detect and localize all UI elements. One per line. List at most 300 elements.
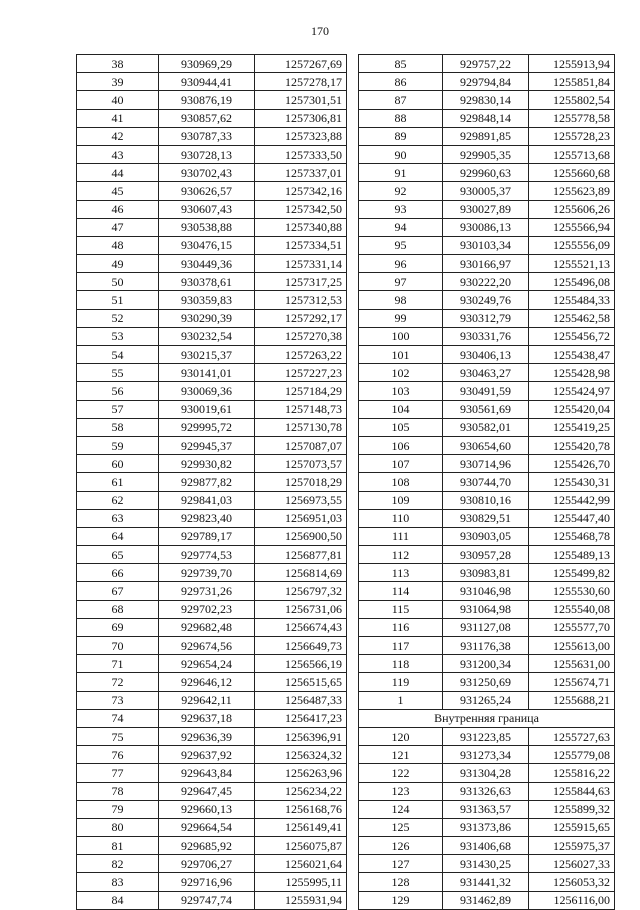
table-row xyxy=(359,145,615,163)
y-coordinate-cell: 1255468,78 xyxy=(529,527,615,545)
x-coordinate-cell: 930249,76 xyxy=(443,291,529,309)
table-row xyxy=(77,182,347,200)
point-number-cell: 65 xyxy=(77,546,159,564)
point-number-cell: 126 xyxy=(359,837,443,855)
point-number-cell: 76 xyxy=(77,746,159,764)
x-coordinate-cell: 931176,38 xyxy=(443,637,529,655)
point-number-cell: 127 xyxy=(359,855,443,873)
y-coordinate-cell: 1257306,81 xyxy=(255,109,347,127)
x-coordinate-cell: 930463,27 xyxy=(443,364,529,382)
table-row xyxy=(77,91,347,109)
x-coordinate-cell: 929643,84 xyxy=(159,764,255,782)
y-coordinate-cell: 1257312,53 xyxy=(255,291,347,309)
point-number-cell: 113 xyxy=(359,564,443,582)
point-number-cell: 128 xyxy=(359,873,443,891)
y-coordinate-cell: 1255540,08 xyxy=(529,600,615,618)
point-number-cell: 42 xyxy=(77,127,159,145)
y-coordinate-cell: 1255521,13 xyxy=(529,255,615,273)
y-coordinate-cell: 1255420,78 xyxy=(529,436,615,454)
table-row xyxy=(77,691,347,709)
point-number-cell: 74 xyxy=(77,709,159,727)
point-number-cell: 83 xyxy=(77,873,159,891)
table-row xyxy=(359,873,615,891)
table-row xyxy=(77,746,347,764)
x-coordinate-cell: 929960,63 xyxy=(443,164,529,182)
point-number-cell: 102 xyxy=(359,364,443,382)
x-coordinate-cell: 930215,37 xyxy=(159,346,255,364)
y-coordinate-cell: 1257333,50 xyxy=(255,145,347,163)
point-number-cell: 82 xyxy=(77,855,159,873)
y-coordinate-cell: 1256053,32 xyxy=(529,873,615,891)
y-coordinate-cell: 1255428,98 xyxy=(529,364,615,382)
table-row xyxy=(77,546,347,564)
point-number-cell: 46 xyxy=(77,200,159,218)
table-row xyxy=(77,891,347,909)
coordinates-table-left xyxy=(76,54,347,910)
point-number-cell: 60 xyxy=(77,455,159,473)
table-row xyxy=(77,673,347,691)
x-coordinate-cell: 929794,84 xyxy=(443,73,529,91)
x-coordinate-cell: 930290,39 xyxy=(159,309,255,327)
table-row xyxy=(359,346,615,364)
point-number-cell: 93 xyxy=(359,200,443,218)
x-coordinate-cell: 930787,33 xyxy=(159,127,255,145)
x-coordinate-cell: 929706,27 xyxy=(159,855,255,873)
point-number-cell: 56 xyxy=(77,382,159,400)
point-number-cell: 119 xyxy=(359,673,443,691)
point-number-cell: 66 xyxy=(77,564,159,582)
point-number-cell: 96 xyxy=(359,255,443,273)
table-row xyxy=(359,818,615,836)
y-coordinate-cell: 1255674,71 xyxy=(529,673,615,691)
table-row xyxy=(359,73,615,91)
table-row xyxy=(77,491,347,509)
y-coordinate-cell: 1256814,69 xyxy=(255,564,347,582)
point-number-cell: 53 xyxy=(77,327,159,345)
y-coordinate-cell: 1255660,68 xyxy=(529,164,615,182)
x-coordinate-cell: 930903,05 xyxy=(443,527,529,545)
point-number-cell: 117 xyxy=(359,637,443,655)
y-coordinate-cell: 1255484,33 xyxy=(529,291,615,309)
table-row xyxy=(359,473,615,491)
x-coordinate-cell: 929841,03 xyxy=(159,491,255,509)
point-number-cell: 129 xyxy=(359,891,443,909)
table-row xyxy=(359,218,615,236)
x-coordinate-cell: 931273,34 xyxy=(443,746,529,764)
y-coordinate-cell: 1256396,91 xyxy=(255,727,347,745)
y-coordinate-cell: 1257184,29 xyxy=(255,382,347,400)
x-coordinate-cell: 930810,16 xyxy=(443,491,529,509)
y-coordinate-cell: 1256515,65 xyxy=(255,673,347,691)
y-coordinate-cell: 1255447,40 xyxy=(529,509,615,527)
x-coordinate-cell: 931223,85 xyxy=(443,727,529,745)
table-row xyxy=(77,764,347,782)
point-number-cell: 106 xyxy=(359,436,443,454)
point-number-cell: 78 xyxy=(77,782,159,800)
y-coordinate-cell: 1256234,22 xyxy=(255,782,347,800)
point-number-cell: 112 xyxy=(359,546,443,564)
x-coordinate-cell: 930027,89 xyxy=(443,200,529,218)
table-row xyxy=(359,746,615,764)
x-coordinate-cell: 930378,61 xyxy=(159,273,255,291)
table-row xyxy=(359,109,615,127)
x-coordinate-cell: 929848,14 xyxy=(443,109,529,127)
table-row xyxy=(77,73,347,91)
point-number-cell: 50 xyxy=(77,273,159,291)
x-coordinate-cell: 930166,97 xyxy=(443,255,529,273)
x-coordinate-cell: 930702,43 xyxy=(159,164,255,182)
y-coordinate-cell: 1255496,08 xyxy=(529,273,615,291)
point-number-cell: 45 xyxy=(77,182,159,200)
x-coordinate-cell: 930449,36 xyxy=(159,255,255,273)
point-number-cell: 98 xyxy=(359,291,443,309)
point-number-cell: 69 xyxy=(77,618,159,636)
y-coordinate-cell: 1255438,47 xyxy=(529,346,615,364)
table-row xyxy=(77,800,347,818)
point-number-cell: 89 xyxy=(359,127,443,145)
point-number-cell: 59 xyxy=(77,436,159,454)
point-number-cell: 123 xyxy=(359,782,443,800)
x-coordinate-cell: 929685,92 xyxy=(159,837,255,855)
x-coordinate-cell: 931265,24 xyxy=(443,691,529,709)
point-number-cell: 115 xyxy=(359,600,443,618)
x-coordinate-cell: 931326,63 xyxy=(443,782,529,800)
x-coordinate-cell: 931441,32 xyxy=(443,873,529,891)
point-number-cell: 116 xyxy=(359,618,443,636)
table-row xyxy=(77,200,347,218)
y-coordinate-cell: 1255456,72 xyxy=(529,327,615,345)
y-coordinate-cell: 1255623,89 xyxy=(529,182,615,200)
y-coordinate-cell: 1255779,08 xyxy=(529,746,615,764)
y-coordinate-cell: 1257087,07 xyxy=(255,436,347,454)
y-coordinate-cell: 1256417,23 xyxy=(255,709,347,727)
y-coordinate-cell: 1257130,78 xyxy=(255,418,347,436)
table-row xyxy=(359,855,615,873)
point-number-cell: 105 xyxy=(359,418,443,436)
table-row xyxy=(77,618,347,636)
y-coordinate-cell: 1256674,43 xyxy=(255,618,347,636)
table-row xyxy=(77,418,347,436)
table-row xyxy=(77,127,347,145)
y-coordinate-cell: 1257331,14 xyxy=(255,255,347,273)
y-coordinate-cell: 1255816,22 xyxy=(529,764,615,782)
table-row xyxy=(77,727,347,745)
point-number-cell: 63 xyxy=(77,509,159,527)
table-row xyxy=(77,327,347,345)
point-number-cell: 87 xyxy=(359,91,443,109)
x-coordinate-cell: 931430,25 xyxy=(443,855,529,873)
x-coordinate-cell: 930876,19 xyxy=(159,91,255,109)
x-coordinate-cell: 930857,62 xyxy=(159,109,255,127)
table-row xyxy=(77,309,347,327)
y-coordinate-cell: 1257342,50 xyxy=(255,200,347,218)
y-coordinate-cell: 1257278,17 xyxy=(255,73,347,91)
point-number-cell: 99 xyxy=(359,309,443,327)
x-coordinate-cell: 929891,85 xyxy=(443,127,529,145)
point-number-cell: 108 xyxy=(359,473,443,491)
x-coordinate-cell: 929637,18 xyxy=(159,709,255,727)
table-row xyxy=(77,145,347,163)
x-coordinate-cell: 931363,57 xyxy=(443,800,529,818)
y-coordinate-cell: 1256973,55 xyxy=(255,491,347,509)
y-coordinate-cell: 1256951,03 xyxy=(255,509,347,527)
y-coordinate-cell: 1257337,01 xyxy=(255,164,347,182)
x-coordinate-cell: 931250,69 xyxy=(443,673,529,691)
x-coordinate-cell: 929739,70 xyxy=(159,564,255,582)
point-number-cell: 118 xyxy=(359,655,443,673)
table-row xyxy=(359,255,615,273)
point-number-cell: 92 xyxy=(359,182,443,200)
y-coordinate-cell: 1256263,96 xyxy=(255,764,347,782)
point-number-cell: 58 xyxy=(77,418,159,436)
x-coordinate-cell: 930983,81 xyxy=(443,564,529,582)
y-coordinate-cell: 1256649,73 xyxy=(255,637,347,655)
y-coordinate-cell: 1255419,25 xyxy=(529,418,615,436)
table-row xyxy=(359,327,615,345)
table-row xyxy=(359,782,615,800)
x-coordinate-cell: 930359,83 xyxy=(159,291,255,309)
x-coordinate-cell: 930406,13 xyxy=(443,346,529,364)
x-coordinate-cell: 930141,01 xyxy=(159,364,255,382)
x-coordinate-cell: 929682,48 xyxy=(159,618,255,636)
table-row xyxy=(359,891,615,909)
table-row xyxy=(77,164,347,182)
point-number-cell: 104 xyxy=(359,400,443,418)
table-row xyxy=(77,637,347,655)
y-coordinate-cell: 1255844,63 xyxy=(529,782,615,800)
point-number-cell: 124 xyxy=(359,800,443,818)
table-row xyxy=(359,91,615,109)
table-row xyxy=(359,455,615,473)
x-coordinate-cell: 929636,39 xyxy=(159,727,255,745)
y-coordinate-cell: 1256324,32 xyxy=(255,746,347,764)
table-row xyxy=(77,291,347,309)
y-coordinate-cell: 1257227,23 xyxy=(255,364,347,382)
point-number-cell: 41 xyxy=(77,109,159,127)
table-row xyxy=(77,218,347,236)
point-number-cell: 125 xyxy=(359,818,443,836)
point-number-cell: 39 xyxy=(77,73,159,91)
y-coordinate-cell: 1255975,37 xyxy=(529,837,615,855)
table-row xyxy=(77,400,347,418)
point-number-cell: 111 xyxy=(359,527,443,545)
table-row xyxy=(359,655,615,673)
y-coordinate-cell: 1256021,64 xyxy=(255,855,347,873)
y-coordinate-cell: 1256075,87 xyxy=(255,837,347,855)
table-row xyxy=(359,200,615,218)
point-number-cell: 97 xyxy=(359,273,443,291)
x-coordinate-cell: 930626,57 xyxy=(159,182,255,200)
point-number-cell: 70 xyxy=(77,637,159,655)
table-row xyxy=(77,782,347,800)
table-row xyxy=(359,291,615,309)
y-coordinate-cell: 1256566,19 xyxy=(255,655,347,673)
y-coordinate-cell: 1256168,76 xyxy=(255,800,347,818)
point-number-cell: 81 xyxy=(77,837,159,855)
point-number-cell: 52 xyxy=(77,309,159,327)
table-row xyxy=(359,364,615,382)
y-coordinate-cell: 1255489,13 xyxy=(529,546,615,564)
point-number-cell: 61 xyxy=(77,473,159,491)
x-coordinate-cell: 929642,11 xyxy=(159,691,255,709)
table-row xyxy=(359,546,615,564)
x-coordinate-cell: 931373,86 xyxy=(443,818,529,836)
y-coordinate-cell: 1257073,57 xyxy=(255,455,347,473)
table-row xyxy=(77,455,347,473)
x-coordinate-cell: 929731,26 xyxy=(159,582,255,600)
y-coordinate-cell: 1255530,60 xyxy=(529,582,615,600)
x-coordinate-cell: 930829,51 xyxy=(443,509,529,527)
x-coordinate-cell: 929830,14 xyxy=(443,91,529,109)
y-coordinate-cell: 1255713,68 xyxy=(529,145,615,163)
y-coordinate-cell: 1255631,00 xyxy=(529,655,615,673)
table-row xyxy=(359,527,615,545)
table-row xyxy=(77,582,347,600)
table-row xyxy=(77,527,347,545)
coordinates-table-right xyxy=(358,54,615,910)
point-number-cell: 109 xyxy=(359,491,443,509)
y-coordinate-cell: 1255727,63 xyxy=(529,727,615,745)
y-coordinate-cell: 1257270,38 xyxy=(255,327,347,345)
x-coordinate-cell: 930714,96 xyxy=(443,455,529,473)
x-coordinate-cell: 930232,54 xyxy=(159,327,255,345)
table-row xyxy=(359,837,615,855)
table-row xyxy=(359,400,615,418)
y-coordinate-cell: 1257018,29 xyxy=(255,473,347,491)
table-row xyxy=(77,364,347,382)
table-row xyxy=(77,509,347,527)
point-number-cell: 80 xyxy=(77,818,159,836)
table-row xyxy=(359,800,615,818)
table-row xyxy=(359,618,615,636)
table-row xyxy=(77,655,347,673)
table-row xyxy=(359,273,615,291)
point-number-cell: 77 xyxy=(77,764,159,782)
section-title: Внутренняя граница xyxy=(359,709,615,727)
table-row xyxy=(359,673,615,691)
x-coordinate-cell: 930312,79 xyxy=(443,309,529,327)
point-number-cell: 122 xyxy=(359,764,443,782)
point-number-cell: 68 xyxy=(77,600,159,618)
x-coordinate-cell: 930561,69 xyxy=(443,400,529,418)
x-coordinate-cell: 931304,28 xyxy=(443,764,529,782)
y-coordinate-cell: 1257263,22 xyxy=(255,346,347,364)
y-coordinate-cell: 1255430,31 xyxy=(529,473,615,491)
table-row xyxy=(359,509,615,527)
table-row xyxy=(359,600,615,618)
y-coordinate-cell: 1255577,70 xyxy=(529,618,615,636)
point-number-cell: 75 xyxy=(77,727,159,745)
point-number-cell: 43 xyxy=(77,145,159,163)
y-coordinate-cell: 1256731,06 xyxy=(255,600,347,618)
table-row xyxy=(359,436,615,454)
point-number-cell: 38 xyxy=(77,55,159,73)
x-coordinate-cell: 931064,98 xyxy=(443,600,529,618)
point-number-cell: 44 xyxy=(77,164,159,182)
point-number-cell: 55 xyxy=(77,364,159,382)
point-number-cell: 110 xyxy=(359,509,443,527)
point-number-cell: 95 xyxy=(359,236,443,254)
point-number-cell: 40 xyxy=(77,91,159,109)
x-coordinate-cell: 929945,37 xyxy=(159,436,255,454)
point-number-cell: 57 xyxy=(77,400,159,418)
table-row xyxy=(359,127,615,145)
table-row xyxy=(359,637,615,655)
x-coordinate-cell: 930005,37 xyxy=(443,182,529,200)
table-row xyxy=(77,109,347,127)
table-row xyxy=(359,691,615,709)
point-number-cell: 67 xyxy=(77,582,159,600)
y-coordinate-cell: 1256877,81 xyxy=(255,546,347,564)
y-coordinate-cell: 1255778,58 xyxy=(529,109,615,127)
table-row xyxy=(359,309,615,327)
y-coordinate-cell: 1255915,65 xyxy=(529,818,615,836)
table-row xyxy=(359,164,615,182)
y-coordinate-cell: 1255606,26 xyxy=(529,200,615,218)
section-row xyxy=(359,709,615,727)
y-coordinate-cell: 1255995,11 xyxy=(255,873,347,891)
x-coordinate-cell: 929823,40 xyxy=(159,509,255,527)
y-coordinate-cell: 1255420,04 xyxy=(529,400,615,418)
point-number-cell: 47 xyxy=(77,218,159,236)
x-coordinate-cell: 930491,59 xyxy=(443,382,529,400)
y-coordinate-cell: 1257292,17 xyxy=(255,309,347,327)
x-coordinate-cell: 931046,98 xyxy=(443,582,529,600)
y-coordinate-cell: 1255931,94 xyxy=(255,891,347,909)
x-coordinate-cell: 929637,92 xyxy=(159,746,255,764)
y-coordinate-cell: 1257317,25 xyxy=(255,273,347,291)
x-coordinate-cell: 929877,82 xyxy=(159,473,255,491)
x-coordinate-cell: 929654,24 xyxy=(159,655,255,673)
x-coordinate-cell: 930969,29 xyxy=(159,55,255,73)
x-coordinate-cell: 929774,53 xyxy=(159,546,255,564)
y-coordinate-cell: 1257148,73 xyxy=(255,400,347,418)
y-coordinate-cell: 1255462,58 xyxy=(529,309,615,327)
table-row xyxy=(77,600,347,618)
y-coordinate-cell: 1257301,51 xyxy=(255,91,347,109)
x-coordinate-cell: 929716,96 xyxy=(159,873,255,891)
y-coordinate-cell: 1257267,69 xyxy=(255,55,347,73)
point-number-cell: 73 xyxy=(77,691,159,709)
point-number-cell: 114 xyxy=(359,582,443,600)
point-number-cell: 103 xyxy=(359,382,443,400)
table-row xyxy=(359,564,615,582)
x-coordinate-cell: 929647,45 xyxy=(159,782,255,800)
y-coordinate-cell: 1257334,51 xyxy=(255,236,347,254)
table-row xyxy=(359,236,615,254)
table-row xyxy=(359,582,615,600)
x-coordinate-cell: 929905,35 xyxy=(443,145,529,163)
point-number-cell: 107 xyxy=(359,455,443,473)
table-row xyxy=(77,273,347,291)
y-coordinate-cell: 1255913,94 xyxy=(529,55,615,73)
x-coordinate-cell: 930957,28 xyxy=(443,546,529,564)
x-coordinate-cell: 929646,12 xyxy=(159,673,255,691)
table-row xyxy=(359,182,615,200)
table-row xyxy=(77,436,347,454)
x-coordinate-cell: 930744,70 xyxy=(443,473,529,491)
table-row xyxy=(77,236,347,254)
point-number-cell: 120 xyxy=(359,727,443,745)
table-row xyxy=(359,382,615,400)
y-coordinate-cell: 1255802,54 xyxy=(529,91,615,109)
point-number-cell: 121 xyxy=(359,746,443,764)
table-row xyxy=(77,873,347,891)
x-coordinate-cell: 930019,61 xyxy=(159,400,255,418)
y-coordinate-cell: 1256797,32 xyxy=(255,582,347,600)
x-coordinate-cell: 930222,20 xyxy=(443,273,529,291)
table-row xyxy=(77,55,347,73)
